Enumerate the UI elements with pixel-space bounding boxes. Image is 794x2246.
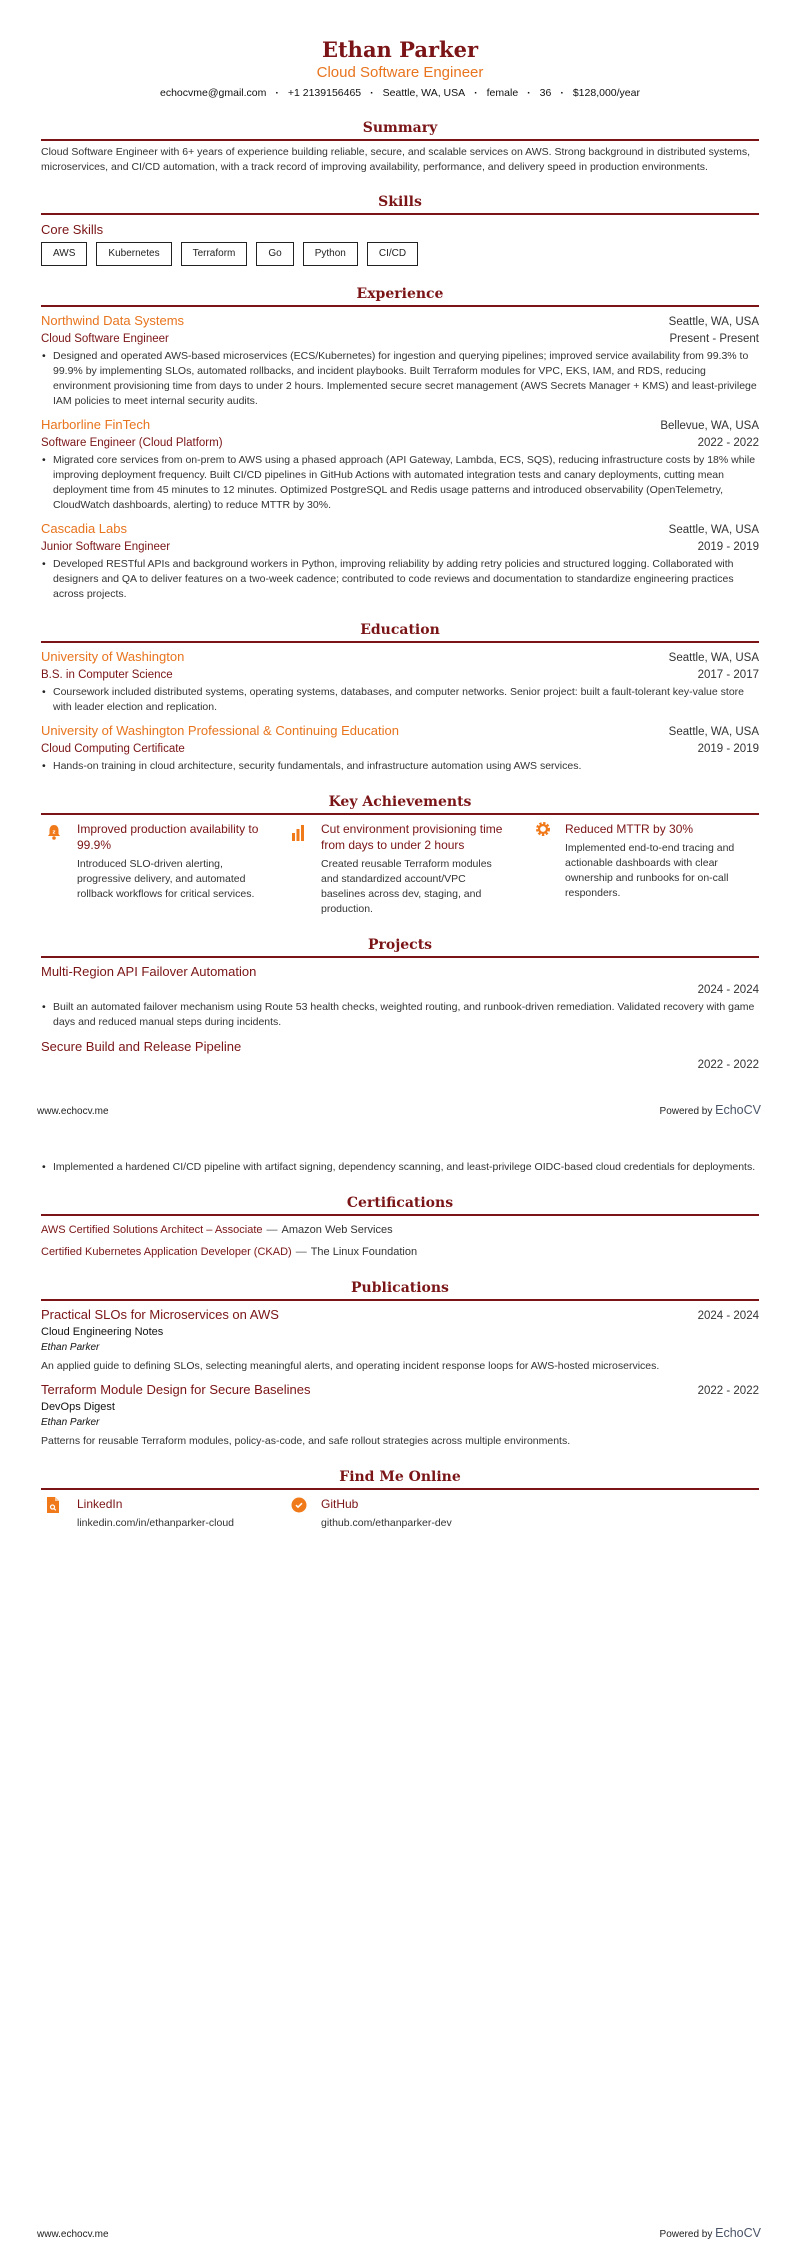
experience-entry	[41, 520, 759, 602]
project-name: Multi-Region API Failover Automation	[41, 964, 257, 979]
certification-item: AWS Certified Solutions Architect – Associate — Amazon Web Services	[41, 1224, 393, 1236]
project-bullet: • Implemented a hardened CI/CD pipeline with artifact signing, dependency scanning, and least-privilege OIDC-based cloud credentials for deployments.	[41, 1160, 759, 1175]
section-heading-certifications: Certifications	[41, 1193, 759, 1216]
bar-chart-icon	[291, 821, 321, 917]
section-heading-achievements: Key Achievements	[41, 792, 759, 815]
achievement-desc: Created reusable Terraform modules and standardized account/VPC baselines across dev, staging, and production.	[321, 858, 492, 915]
section-heading-summary: Summary	[41, 118, 759, 141]
degree: Cloud Computing Certificate	[41, 743, 185, 755]
project-name: Secure Build and Release Pipeline	[41, 1039, 242, 1054]
job-location: Seattle, WA, USA	[668, 316, 759, 328]
company-name: Cascadia Labs	[41, 521, 127, 536]
skill-list	[41, 242, 759, 266]
salary: $128,000/year	[572, 87, 640, 99]
section-heading-experience: Experience	[41, 284, 759, 307]
link-url[interactable]: linkedin.com/in/ethanparker-cloud	[77, 1517, 235, 1529]
achievement-desc: Implemented end-to-end tracing and actionable dashboards with clear ownership and runbooks for on-call responders.	[565, 842, 735, 899]
publication-title: Terraform Module Design for Secure Baselines	[41, 1382, 311, 1397]
achievement-desc: Introduced SLO-driven alerting, progressive delivery, and automated rollback workflows for critical services.	[77, 858, 255, 900]
education-entry	[41, 722, 759, 774]
location: Seattle, WA, USA	[382, 87, 466, 99]
age: 36	[539, 87, 552, 99]
publication-author: Ethan Parker	[41, 1342, 100, 1353]
achievement-item	[285, 821, 529, 917]
check-circle-icon	[291, 1496, 321, 1531]
link-item-linkedin[interactable]	[41, 1496, 285, 1531]
phone[interactable]: +1 2139156465	[287, 87, 362, 99]
online-links	[41, 1496, 759, 1531]
job-role: Software Engineer (Cloud Platform)	[41, 437, 223, 449]
job-bullet: • Developed RESTful APIs and background workers in Python, improving reliability by adding retry policies and structured logging. Collaborated with designers and QA to deliver features on a two-week cadence; contributed to code reviews and documentation to standardize engineering practices across projects.	[41, 557, 759, 602]
resume-header	[41, 0, 759, 101]
publication-desc: Patterns for reusable Terraform modules, policy-as-code, and safe rollout strategies across multiple environments.	[41, 1435, 571, 1447]
experience-entry	[41, 416, 759, 513]
candidate-title: Cloud Software Engineer	[316, 64, 484, 81]
school-name: University of Washington Professional & Continuing Education	[41, 723, 399, 738]
section-heading-projects: Projects	[41, 935, 759, 958]
achievement-item	[529, 821, 759, 917]
education-dates: 2017 - 2017	[697, 669, 759, 681]
footer-site-link[interactable]: www.echocv.me	[37, 1106, 109, 1117]
link-label: LinkedIn	[77, 1497, 123, 1511]
skill-group-title: Core Skills	[41, 222, 104, 237]
publication-title: Practical SLOs for Microservices on AWS	[41, 1307, 279, 1322]
svg-text:z: z	[52, 829, 56, 836]
powered-by: Powered by EchoCV	[659, 2226, 761, 2240]
candidate-name: Ethan Parker	[321, 37, 479, 62]
footer-site-link[interactable]: www.echocv.me	[37, 2229, 109, 2240]
project-dates: 2024 - 2024	[697, 984, 759, 996]
job-role: Cloud Software Engineer	[41, 333, 169, 345]
project-dates: 2022 - 2022	[697, 1059, 759, 1071]
echocv-brand: EchoCV	[715, 2226, 761, 2240]
page-footer	[37, 1103, 761, 1117]
education-entry	[41, 648, 759, 715]
achievement-title: Improved production availability to 99.9%	[77, 822, 259, 852]
link-item-github[interactable]	[285, 1496, 529, 1531]
achievements-grid	[41, 821, 759, 917]
skill-chip: Python	[303, 242, 358, 266]
project-bullet: • Built an automated failover mechanism using Route 53 health checks, weighted routing, and runbook-driven remediation. Validated recovery with game days and reduced manual steps during incidents.	[41, 1000, 759, 1030]
achievement-title: Cut environment provisioning time from days to under 2 hours	[321, 822, 503, 852]
skill-chip: Kubernetes	[96, 242, 171, 266]
project-entry	[41, 1038, 759, 1073]
link-label: GitHub	[321, 1497, 359, 1511]
project-entry	[41, 963, 759, 1030]
company-name: Harborline FinTech	[41, 417, 151, 432]
page-2	[0, 1123, 794, 2246]
alarm-icon	[47, 821, 77, 917]
file-search-icon	[47, 1496, 77, 1531]
degree: B.S. in Computer Science	[41, 669, 173, 681]
publication-entry	[41, 1306, 759, 1374]
school-location: Seattle, WA, USA	[668, 726, 759, 738]
section-heading-online: Find Me Online	[41, 1467, 759, 1490]
job-dates: 2019 - 2019	[697, 541, 759, 553]
section-heading-skills: Skills	[41, 192, 759, 215]
section-heading-publications: Publications	[41, 1278, 759, 1301]
gear-icon	[535, 821, 565, 917]
job-bullet: • Designed and operated AWS-based microservices (ECS/Kubernetes) for ingestion and querying pipelines; improved service availability from 99.3% to 99.9% by implementing SLOs, automated rollbacks, and incident playbooks. Built Terraform modules for VPC, EKS, IAM, and RDS, reducing environment provisioning time from days to under 2 hours. Implemented secure secret management (AWS Secrets Manager + KMS) and least-privilege IAM policies to meet internal security audits.	[41, 349, 759, 409]
job-dates: Present - Present	[669, 333, 759, 345]
job-dates: 2022 - 2022	[697, 437, 759, 449]
skill-chip: AWS	[41, 242, 87, 266]
powered-by: Powered by EchoCV	[659, 1103, 761, 1117]
education-bullet: • Coursework included distributed systems, operating systems, databases, and computer networks. Senior project: built a fault-tolerant key-value store with leader election and replication.	[41, 685, 759, 715]
link-url[interactable]: github.com/ethanparker-dev	[321, 1517, 452, 1529]
achievement-item	[41, 821, 285, 917]
certification-item: Certified Kubernetes Application Developer (CKAD) — The Linux Foundation	[41, 1246, 418, 1258]
section-heading-education: Education	[41, 620, 759, 643]
skill-chip: Go	[256, 242, 293, 266]
job-location: Bellevue, WA, USA	[660, 420, 759, 432]
skill-chip: Terraform	[181, 242, 248, 266]
school-location: Seattle, WA, USA	[668, 652, 759, 664]
job-bullet: • Migrated core services from on-prem to AWS using a phased approach (API Gateway, Lambda, ECS, SQS), reducing infrastructure costs by 18% while improving deployment frequency. Built CI/CD pipelines in GitHub Actions with automated integration tests and canary deployments, cutting mean deployment time from 45 minutes to 12 minutes. Optimized PostgreSQL and Redis usage patterns and introduced observability (OpenTelemetry, CloudWatch dashboards, alerting) to reduce MTTR by 30%.	[41, 453, 759, 513]
publication-dates: 2024 - 2024	[697, 1310, 759, 1322]
email[interactable]: echocvme@gmail.com	[160, 87, 267, 99]
summary-text: Cloud Software Engineer with 6+ years of experience building reliable, secure, and scalable services on AWS. Strong background in distributed systems, microservices, and CI/CD automation, with a track record of improving availability, performance, and delivery speed in production environments.	[41, 146, 751, 173]
publication-venue: DevOps Digest	[41, 1401, 115, 1413]
publication-dates: 2022 - 2022	[697, 1385, 759, 1397]
publication-venue: Cloud Engineering Notes	[41, 1326, 164, 1338]
publication-entry	[41, 1381, 759, 1449]
job-role: Junior Software Engineer	[41, 541, 171, 553]
school-name: University of Washington	[41, 649, 185, 664]
contact-info: echocvme@gmail.com · +1 2139156465 · Seattle, WA, USA · female · 36 · $128,000/year	[160, 87, 640, 99]
echocv-brand: EchoCV	[715, 1103, 761, 1117]
education-bullet: • Hands-on training in cloud architecture, security fundamentals, and infrastructure automation using AWS services.	[41, 759, 759, 774]
page-footer	[37, 2226, 761, 2240]
education-dates: 2019 - 2019	[697, 743, 759, 755]
publication-author: Ethan Parker	[41, 1417, 100, 1428]
job-location: Seattle, WA, USA	[668, 524, 759, 536]
publication-desc: An applied guide to defining SLOs, selecting meaningful alerts, and operating incident response loops for AWS-hosted microservices.	[41, 1360, 660, 1372]
gender: female	[486, 87, 519, 99]
experience-entry	[41, 312, 759, 409]
achievement-title: Reduced MTTR by 30%	[565, 822, 694, 836]
skill-chip: CI/CD	[367, 242, 418, 266]
company-name: Northwind Data Systems	[41, 313, 185, 328]
